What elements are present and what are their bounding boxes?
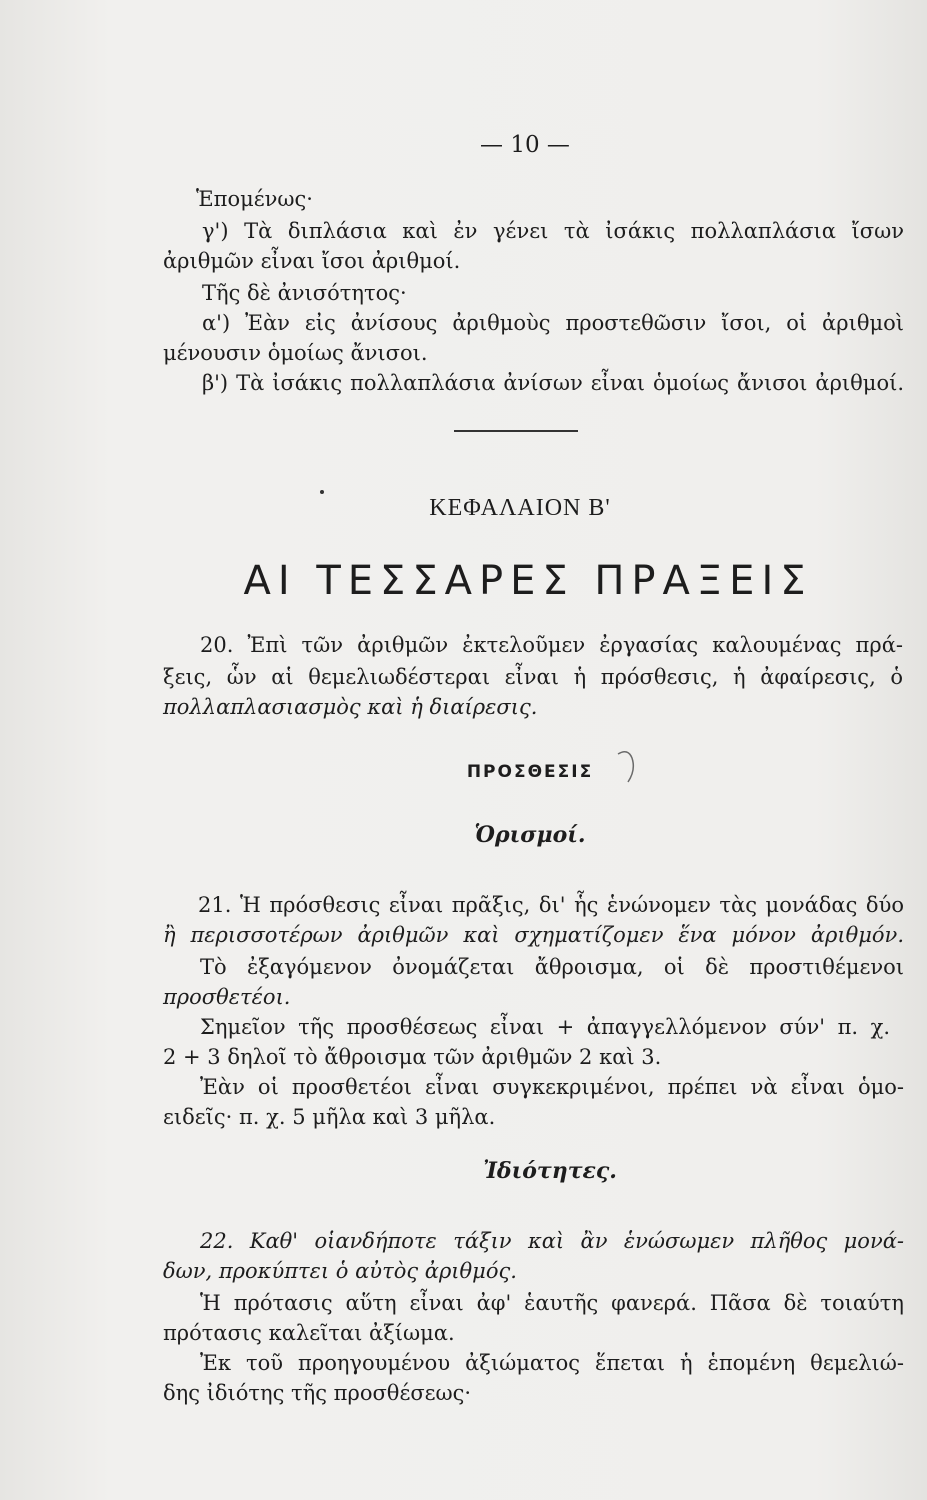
text-line: ἀριθμῶν εἶναι ἴσοι ἀριθμοί. [163,249,461,273]
text-line: Σημεῖον τῆς προσθέσεως εἶναι + ἀπαγγελλόμενον σύν' π. χ. [200,1015,890,1039]
ink-speck [320,490,324,494]
text-line: α') Ἐὰν εἰς ἀνίσους ἀριθμοὺς προστεθῶσιν ἴσοι, οἱ ἀριθμοὶ [202,311,904,335]
page-number: — 10 — [480,132,570,158]
text-line: β') Τὰ ἰσάκις πολλαπλάσια ἀνίσων εἶναι ὁμοίως ἄνισοι ἀριθμοί. [202,371,904,395]
text-line: γ') Τὰ διπλάσια καὶ ἐν γένει τὰ ἰσάκις πολλαπλάσια ἴσων [202,219,904,243]
text-line: Ἑπομένως· [196,187,313,211]
text-line: ειδεῖς· π. χ. 5 μῆλα καὶ 3 μῆλα. [163,1105,496,1129]
text-line: Ἐὰν οἱ προσθετέοι εἶναι συγκεκριμένοι, πρέπει νὰ εἶναι ὁμο- [200,1075,904,1099]
text-line: προσθετέοι. [163,985,291,1009]
text-line: 2 + 3 δηλοῖ τὸ ἄθροισμα τῶν ἀριθμῶν 2 καὶ 3. [163,1045,662,1069]
text-line: πολλαπλασιασμὸς καὶ ἡ διαίρεσις. [163,695,538,719]
text-line: Τὸ ἐξαγόμενον ὀνομάζεται ἄθροισμα, οἱ δὲ προστιθέμενοι [200,955,904,979]
section-divider [454,430,578,432]
text-line: δων, προκύπτει ὁ αὐτὸς ἀριθμός. [163,1259,517,1283]
text-line: δης ἰδιότης τῆς προσθέσεως· [163,1381,472,1405]
chapter-title: ΑΙ ΤΕΣΣΑΡΕΣ ΠΡΑΞΕΙΣ [243,558,813,604]
text-line: ἢ περισσοτέρων ἀριθμῶν καὶ σχηματίζομεν ἕνα μόνον ἀριθμόν. [163,923,904,947]
text-line: Ἡ πρότασις αὕτη εἶναι ἀφ' ἑαυτῆς φανερά. Πᾶσα δὲ τοιαύτη [200,1291,904,1315]
text-line: Τῆς δὲ ἀνισότητος· [202,281,407,305]
properties-heading: Ἰδιότητες. [483,1158,617,1184]
text-line: 21. Ἡ πρόσθεσις εἶναι πρᾶξις, δι' ἧς ἑνώνομεν τὰς μονάδας δύο [198,893,904,917]
text-line: 22. Καθ' οἱανδήποτε τάξιν καὶ ἂν ἑνώσωμεν πλῆθος μονά- [200,1229,904,1253]
text-line: πρότασις καλεῖται ἀξίωμα. [163,1321,455,1345]
chapter-label: ΚΕΦΑΛΑΙΟΝ Β' [429,495,611,521]
pencil-mark-icon [614,748,644,788]
section-title: ΠΡΟΣΘΕΣΙΣ [466,762,594,782]
text-line: ξεις, ὧν αἱ θεμελιωδέστεραι εἶναι ἡ πρόσθεσις, ἡ ἀφαίρεσις, ὁ [163,665,903,689]
definitions-heading: Ὁρισμοί. [474,822,586,848]
text-line: 20. Ἐπὶ τῶν ἀριθμῶν ἐκτελοῦμεν ἐργασίας καλουμένας πρά- [200,633,903,657]
text-line: μένουσιν ὁμοίως ἄνισοι. [163,341,428,365]
text-line: Ἐκ τοῦ προηγουμένου ἀξιώματος ἕπεται ἡ ἑπομένη θεμελιώ- [200,1351,904,1375]
